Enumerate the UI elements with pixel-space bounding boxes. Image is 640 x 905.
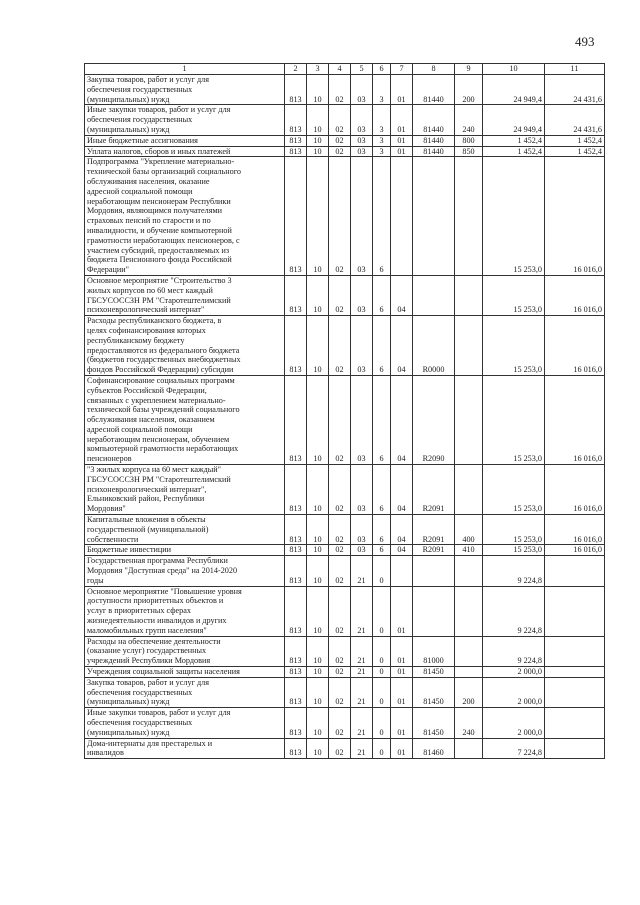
chapter-code: 813 [285,316,307,376]
amount-year-2: 24 431,6 [545,105,605,135]
program-code: 21 [351,636,373,666]
amount-year-2: 16 016,0 [545,465,605,515]
expense-direction-code: 81460 [413,738,455,759]
subsection-code: 02 [329,316,351,376]
section-code: 10 [307,738,329,759]
expense-type-code [455,667,483,678]
amount-year-1: 2 000,0 [483,677,545,707]
row-name: Иные закупки товаров, работ и услуг для обеспечения государственных (муниципальных) нужд [85,105,285,135]
event-code: 04 [391,465,413,515]
event-code: 01 [391,586,413,636]
row-name: "3 жилых корпуса на 60 мест каждый" ГБСУСОССЗН РМ "Старотештелимский психоневрологический интернат", Ельниковский район, Республики Мордовия" [85,465,285,515]
table-row [85,157,605,276]
section-code: 10 [307,515,329,545]
subsection-code: 02 [329,515,351,545]
event-code: 01 [391,75,413,105]
amount-year-2 [545,586,605,636]
amount-year-1: 15 253,0 [483,515,545,545]
subprogram-code: 0 [373,556,391,586]
amount-year-2: 16 016,0 [545,316,605,376]
expense-direction-code: R2090 [413,375,455,464]
table-row [85,146,605,157]
expense-type-code: 800 [455,135,483,146]
expense-type-code [455,586,483,636]
expense-type-code [455,316,483,376]
subprogram-code: 0 [373,677,391,707]
event-code: 04 [391,545,413,556]
chapter-code: 813 [285,275,307,315]
subsection-code: 02 [329,157,351,276]
row-name: Уплата налогов, сборов и иных платежей [85,146,285,157]
row-name: Учреждения социальной защиты населения [85,667,285,678]
subsection-code: 02 [329,556,351,586]
event-code: 01 [391,146,413,157]
table-row [85,738,605,759]
row-name: Иные бюджетные ассигнования [85,135,285,146]
row-name: Закупка товаров, работ и услуг для обеспечения государственных (муниципальных) нужд [85,75,285,105]
section-code: 10 [307,275,329,315]
amount-year-2: 16 016,0 [545,515,605,545]
amount-year-2: 16 016,0 [545,545,605,556]
expense-direction-code: 81450 [413,677,455,707]
table-row [85,75,605,105]
column-header: 4 [329,64,351,75]
subprogram-code: 3 [373,146,391,157]
section-code: 10 [307,105,329,135]
section-code: 10 [307,677,329,707]
expense-direction-code: 81440 [413,146,455,157]
amount-year-2 [545,667,605,678]
program-code: 03 [351,146,373,157]
subprogram-code: 3 [373,105,391,135]
expense-direction-code: 81440 [413,75,455,105]
section-code: 10 [307,636,329,666]
subsection-code: 02 [329,738,351,759]
amount-year-1: 2 000,0 [483,708,545,738]
chapter-code: 813 [285,677,307,707]
program-code: 03 [351,105,373,135]
row-name: Расходы на обеспечение деятельности (оказание услуг) государственных учреждений Республики Мордовия [85,636,285,666]
amount-year-2: 16 016,0 [545,157,605,276]
expense-type-code [455,375,483,464]
expense-direction-code: R2091 [413,465,455,515]
expense-type-code: 240 [455,708,483,738]
amount-year-1: 24 949,4 [483,75,545,105]
section-code: 10 [307,667,329,678]
program-code: 21 [351,708,373,738]
amount-year-1: 15 253,0 [483,375,545,464]
subsection-code: 02 [329,586,351,636]
subsection-code: 02 [329,465,351,515]
event-code: 01 [391,105,413,135]
amount-year-2 [545,556,605,586]
section-code: 10 [307,586,329,636]
column-header: 5 [351,64,373,75]
amount-year-2 [545,636,605,666]
expense-direction-code: R2091 [413,545,455,556]
subprogram-code: 6 [373,275,391,315]
subsection-code: 02 [329,708,351,738]
subsection-code: 02 [329,105,351,135]
chapter-code: 813 [285,157,307,276]
row-name: Подпрограмма "Укрепление материально- технической базы организаций социального обслуживания населения, оказание адресной социальной помощи неработающим пенсионерам Республики Мордовия, являющимся получателями страховых пенсий по старости и по инвалидности, и обучение компьютерной грамотности неработающих пенсионеров, с участием субсидий, предоставляемых из бюджета Пенсионного фонда Российской Федерации" [85,157,285,276]
table-row [85,465,605,515]
column-header: 7 [391,64,413,75]
expense-direction-code: 81450 [413,667,455,678]
program-code: 03 [351,75,373,105]
program-code: 21 [351,738,373,759]
chapter-code: 813 [285,636,307,666]
table-row [85,316,605,376]
expense-type-code [455,556,483,586]
chapter-code: 813 [285,667,307,678]
amount-year-2: 1 452,4 [545,135,605,146]
expense-type-code: 850 [455,146,483,157]
column-header: 10 [483,64,545,75]
chapter-code: 813 [285,146,307,157]
row-name: Основное мероприятие "Повышение уровня доступности приоритетных объектов и услуг в приоритетных сферах жизнедеятельности инвалидов и других маломобильных групп населения" [85,586,285,636]
expense-direction-code: 81450 [413,708,455,738]
subprogram-code: 0 [373,738,391,759]
table-row [85,556,605,586]
chapter-code: 813 [285,556,307,586]
subprogram-code: 6 [373,157,391,276]
program-code: 21 [351,677,373,707]
table-row [85,636,605,666]
chapter-code: 813 [285,135,307,146]
amount-year-1: 15 253,0 [483,157,545,276]
amount-year-1: 15 253,0 [483,465,545,515]
expense-direction-code: 81000 [413,636,455,666]
amount-year-1: 9 224,8 [483,586,545,636]
table-row [85,135,605,146]
program-code: 03 [351,545,373,556]
amount-year-2: 16 016,0 [545,375,605,464]
amount-year-2: 1 452,4 [545,146,605,157]
section-code: 10 [307,316,329,376]
amount-year-1: 2 000,0 [483,667,545,678]
row-name: Основное мероприятие "Строительство 3 жилых корпусов по 60 мест каждый ГБСУСОССЗН РМ "Старотештелимский психоневрологический интернат" [85,275,285,315]
event-code: 04 [391,375,413,464]
section-code: 10 [307,157,329,276]
subsection-code: 02 [329,375,351,464]
column-header: 2 [285,64,307,75]
budget-table [84,63,605,759]
subprogram-code: 6 [373,375,391,464]
table-row [85,545,605,556]
section-code: 10 [307,146,329,157]
amount-year-2 [545,708,605,738]
expense-type-code: 200 [455,75,483,105]
event-code: 04 [391,316,413,376]
expense-direction-code: 81440 [413,135,455,146]
expense-type-code: 240 [455,105,483,135]
event-code: 01 [391,636,413,666]
program-code: 03 [351,465,373,515]
table-row [85,275,605,315]
expense-type-code: 200 [455,677,483,707]
row-name: Капитальные вложения в объекты государственной (муниципальной) собственности [85,515,285,545]
amount-year-1: 9 224,8 [483,636,545,666]
expense-direction-code [413,556,455,586]
program-code: 03 [351,275,373,315]
subsection-code: 02 [329,135,351,146]
section-code: 10 [307,465,329,515]
event-code: 01 [391,738,413,759]
table-row [85,708,605,738]
chapter-code: 813 [285,105,307,135]
amount-year-1: 1 452,4 [483,135,545,146]
amount-year-1: 7 224,8 [483,738,545,759]
subsection-code: 02 [329,275,351,315]
column-header: 9 [455,64,483,75]
program-code: 03 [351,316,373,376]
section-code: 10 [307,375,329,464]
section-code: 10 [307,708,329,738]
amount-year-1: 15 253,0 [483,316,545,376]
column-header: 8 [413,64,455,75]
chapter-code: 813 [285,545,307,556]
page-number: 493 [575,34,595,49]
row-name: Государственная программа Республики Мордовия "Доступная среда" на 2014-2020 годы [85,556,285,586]
row-name: Дома-интернаты для престарелых и инвалидов [85,738,285,759]
expense-type-code: 410 [455,545,483,556]
program-code: 03 [351,135,373,146]
expense-type-code [455,636,483,666]
event-code: 01 [391,708,413,738]
table-row [85,586,605,636]
expense-direction-code [413,586,455,636]
subprogram-code: 6 [373,515,391,545]
table-body [85,75,605,759]
program-code: 21 [351,667,373,678]
amount-year-1: 1 452,4 [483,146,545,157]
row-name: Софинансирование социальных программ субъектов Российской Федерации, связанных с укреплением материально- технической базы учреждений социального обслуживания населения, оказанием адресной социальной помощи неработающим пенсионерам, обучением компьютерной грамотности неработающих пенсионеров [85,375,285,464]
column-header: 3 [307,64,329,75]
row-name: Иные закупки товаров, работ и услуг для обеспечения государственных (муниципальных) нужд [85,708,285,738]
subprogram-code: 0 [373,586,391,636]
event-code: 04 [391,275,413,315]
subprogram-code: 3 [373,135,391,146]
subprogram-code: 0 [373,636,391,666]
subsection-code: 02 [329,545,351,556]
table-row [85,515,605,545]
chapter-code: 813 [285,515,307,545]
column-header: 1 [85,64,285,75]
expense-type-code: 400 [455,515,483,545]
column-header: 11 [545,64,605,75]
program-code: 03 [351,375,373,464]
subprogram-code: 3 [373,75,391,105]
expense-type-code [455,275,483,315]
table-row [85,667,605,678]
subsection-code: 02 [329,667,351,678]
amount-year-2: 24 431,6 [545,75,605,105]
chapter-code: 813 [285,708,307,738]
subprogram-code: 0 [373,708,391,738]
amount-year-1: 15 253,0 [483,545,545,556]
amount-year-2: 16 016,0 [545,275,605,315]
expense-direction-code: R0000 [413,316,455,376]
event-code: 04 [391,515,413,545]
table-header-row [85,64,605,75]
expense-type-code [455,465,483,515]
subsection-code: 02 [329,636,351,666]
program-code: 03 [351,157,373,276]
event-code: 01 [391,677,413,707]
section-code: 10 [307,545,329,556]
subprogram-code: 6 [373,545,391,556]
subprogram-code: 6 [373,316,391,376]
chapter-code: 813 [285,738,307,759]
chapter-code: 813 [285,465,307,515]
table-row [85,105,605,135]
amount-year-1: 15 253,0 [483,275,545,315]
expense-direction-code [413,157,455,276]
subsection-code: 02 [329,75,351,105]
subprogram-code: 0 [373,667,391,678]
subsection-code: 02 [329,146,351,157]
chapter-code: 813 [285,586,307,636]
amount-year-2 [545,738,605,759]
subprogram-code: 6 [373,465,391,515]
column-header: 6 [373,64,391,75]
event-code: 01 [391,667,413,678]
event-code [391,157,413,276]
subsection-code: 02 [329,677,351,707]
chapter-code: 813 [285,75,307,105]
amount-year-2 [545,677,605,707]
expense-type-code [455,157,483,276]
amount-year-1: 24 949,4 [483,105,545,135]
chapter-code: 813 [285,375,307,464]
event-code: 01 [391,135,413,146]
section-code: 10 [307,556,329,586]
row-name: Расходы республиканского бюджета, в целях софинансирования которых республиканскому бюджету предоставляются из федерального бюджета (бюджетов государственных внебюджетных фондов Российской Федерации) субсидии [85,316,285,376]
section-code: 10 [307,75,329,105]
program-code: 21 [351,556,373,586]
program-code: 21 [351,586,373,636]
table-row [85,375,605,464]
expense-direction-code: R2091 [413,515,455,545]
event-code [391,556,413,586]
table-row [85,677,605,707]
section-code: 10 [307,135,329,146]
expense-direction-code: 81440 [413,105,455,135]
expense-direction-code [413,275,455,315]
expense-type-code [455,738,483,759]
program-code: 03 [351,515,373,545]
amount-year-1: 9 224,8 [483,556,545,586]
row-name: Бюджетные инвестиции [85,545,285,556]
row-name: Закупка товаров, работ и услуг для обеспечения государственных (муниципальных) нужд [85,677,285,707]
